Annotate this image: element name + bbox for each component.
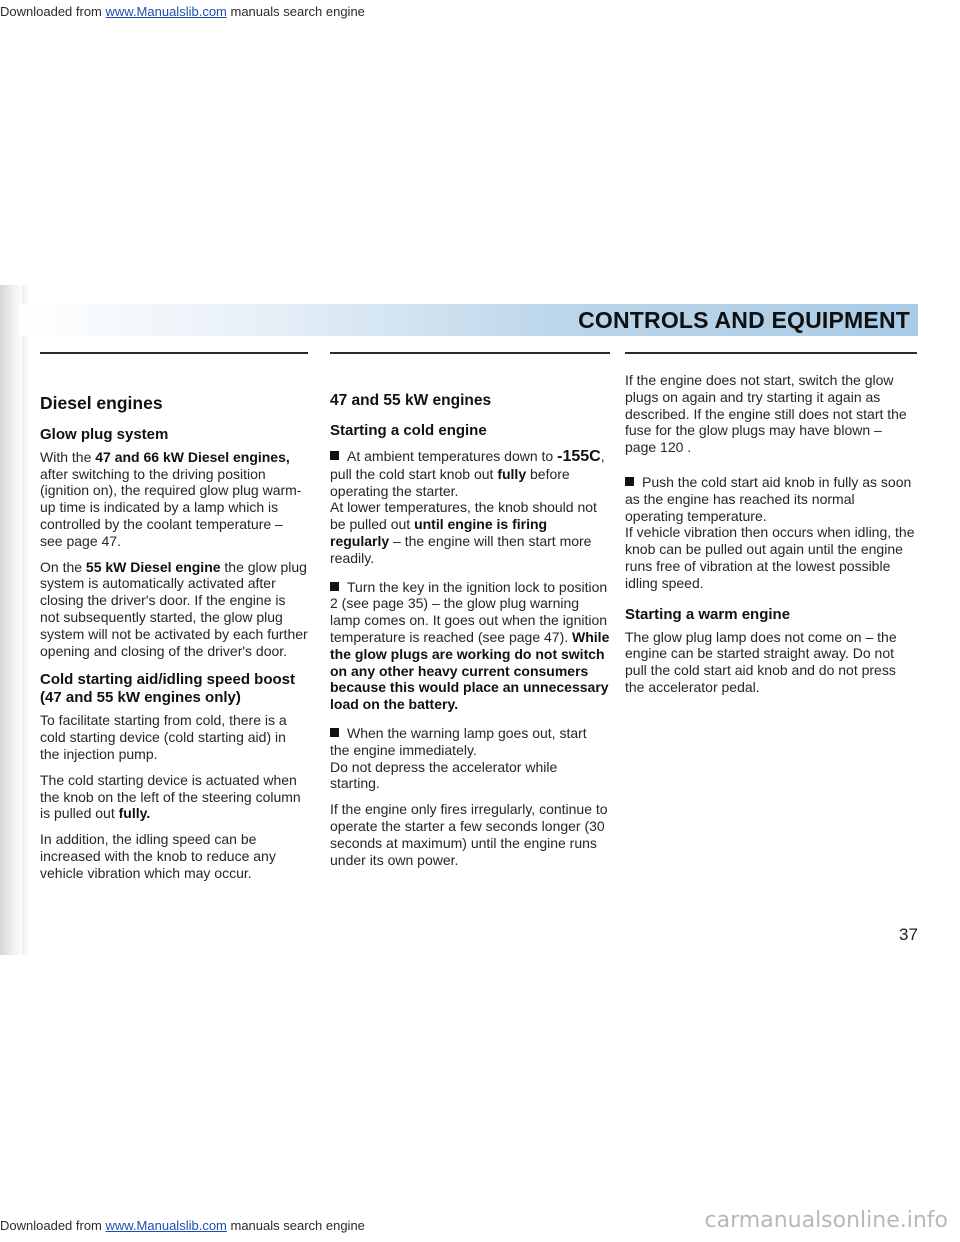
page-number: 37 xyxy=(899,925,918,944)
bullet-warning-lamp: When the warning lamp goes out, start the engine immediately. xyxy=(330,724,587,758)
watermark: carmanualsonline.info xyxy=(704,1208,948,1233)
column-rule-2 xyxy=(330,352,610,354)
page-edge-shadow-inner xyxy=(22,285,30,955)
manualslib-link[interactable]: www.Manualslib.com xyxy=(105,4,227,19)
bullet-square-icon xyxy=(330,451,339,460)
cold-paragraph-1: To facilitate starting from cold, there is a cold starting device (cold starting aid) in the injection pump. xyxy=(40,712,287,762)
banner-prefix: Downloaded from xyxy=(0,1218,106,1233)
cold-paragraph-3: In addition, the idling speed can be increased with the knob to reduce any vehicle vibration which may occur. xyxy=(40,831,276,881)
warm-paragraph: The glow plug lamp does not come on – the engine can be started straight away. Do not pull the cold start aid knob and do not press the accelerator pedal. xyxy=(625,628,897,695)
no-start-paragraph: If the engine does not start, switch the glow plugs on again and try starting it again as described. If the engine still does not start the fuse for the glow plugs may have blown – page 120 . xyxy=(625,372,907,456)
bullet-square-icon xyxy=(625,477,634,486)
bullet-square-icon xyxy=(330,582,339,591)
column-1 xyxy=(40,395,308,891)
lower-temp-paragraph: At lower temperatures, the knob should not be pulled out until engine is firing regularly – the engine will then start more readily. xyxy=(330,499,597,566)
banner-suffix: manuals search engine xyxy=(226,4,365,19)
banner-prefix: Downloaded from xyxy=(0,4,106,19)
glow-plug-heading: Glow plug system xyxy=(40,425,169,443)
warm-engine-heading: Starting a warm engine xyxy=(625,605,791,623)
depress-paragraph: Do not depress the accelerator while starting. xyxy=(330,758,558,792)
bullet-temperature: At ambient temperatures down to -155C, pull the cold start knob out fully before operating the starter. xyxy=(330,448,605,499)
glow-paragraph-2: On the 55 kW Diesel engine the glow plug system is automatically activated after closing the driver's door. If the engine is not subsequently started, the glow plug system will not be activated by each further opening and closing of the driver's door. xyxy=(40,558,308,659)
download-banner-top xyxy=(0,4,960,19)
manualslib-link[interactable]: www.Manualslib.com xyxy=(105,1218,227,1233)
column-2 xyxy=(330,392,610,877)
cold-paragraph-2: The cold starting device is actuated when the knob on the left of the steering column is pulled out fully. xyxy=(40,771,301,822)
bullet-ignition: Turn the key in the ignition lock to position 2 (see page 35) – the glow plug warning lamp comes on. It goes out when the ignition temperature is reached (see page 47). While the glow plugs are working do not switch on any other heavy current consumers because this would place an unnecessary load on the battery. xyxy=(330,578,610,713)
bullet-push-knob: Push the cold start aid knob in fully as soon as the engine has reached its normal operating temperature. xyxy=(625,473,912,524)
irregular-paragraph: If the engine only fires irregularly, continue to operate the starter a few seconds longer (30 seconds at maximum) until the engine runs under its own power. xyxy=(330,801,608,868)
vibration-paragraph: If vehicle vibration then occurs when idling, the knob can be pulled out again until the engine runs free of vibration at the lowest possible idling speed. xyxy=(625,524,915,591)
cold-start-heading: Cold starting aid/idling speed boost (47 and 55 kW engines only) xyxy=(40,671,296,707)
section-title: CONTROLS AND EQUIPMENT xyxy=(578,307,910,333)
cold-engine-heading: Starting a cold engine xyxy=(330,422,487,439)
column-3 xyxy=(625,372,915,705)
engines-heading: 47 and 55 kW engines xyxy=(330,392,492,409)
bullet-square-icon xyxy=(330,728,339,737)
banner-suffix: manuals search engine xyxy=(226,1218,365,1233)
column-rule-1 xyxy=(40,352,308,354)
glow-paragraph-1: With the 47 and 66 kW Diesel engines, after switching to the driving position (ignition on), the required glow plug warm-up time is indicated by a lamp which is controlled by the coolant temperature – see page 47. xyxy=(40,448,302,549)
page-edge-shadow xyxy=(0,285,22,955)
column-rule-3 xyxy=(625,352,917,354)
diesel-heading: Diesel engines xyxy=(40,393,163,413)
